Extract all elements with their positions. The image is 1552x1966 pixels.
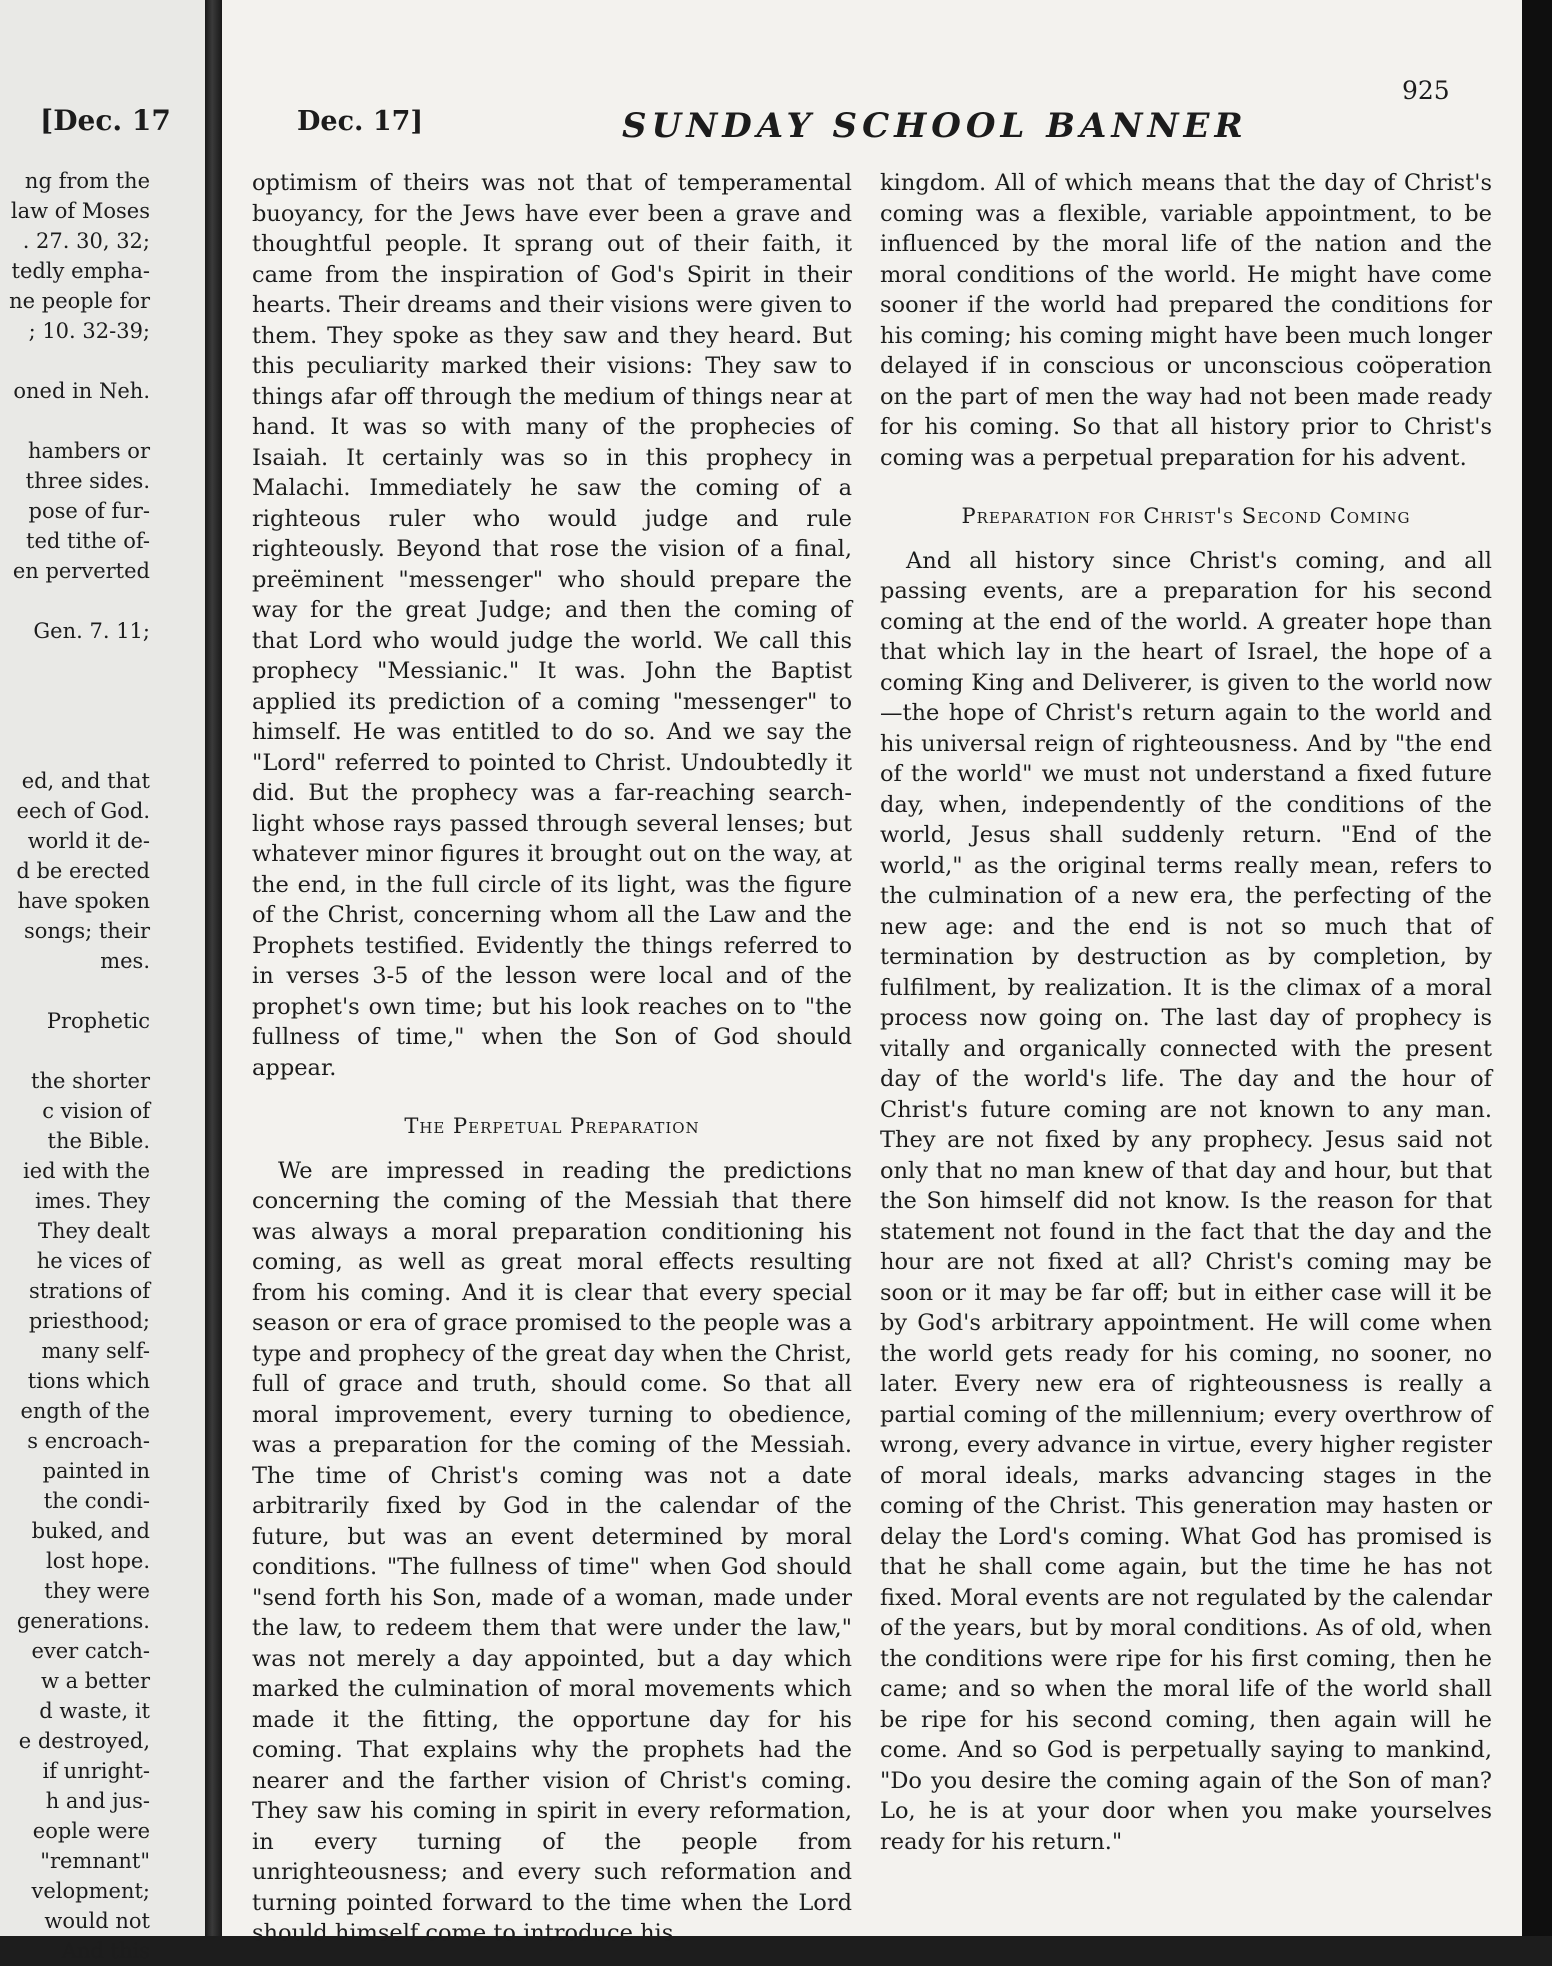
left-page-line: generations. bbox=[16, 1609, 150, 1633]
left-page-line: priesthood; bbox=[28, 1309, 150, 1333]
left-page-line: ed, and that bbox=[21, 769, 150, 793]
left-page-line: d waste, it bbox=[39, 1699, 150, 1723]
left-page-line: And this bbox=[61, 1939, 150, 1963]
left-page-line: he vices of bbox=[36, 1249, 150, 1273]
left-page-line: oned in Neh. bbox=[13, 379, 150, 403]
left-page-line: the shorter bbox=[31, 1069, 150, 1093]
left-page-line: velopment; bbox=[31, 1879, 150, 1903]
right-page bbox=[222, 0, 1522, 1946]
left-page-line: law of Moses bbox=[10, 199, 150, 223]
left-page-line: would not bbox=[44, 1909, 150, 1933]
left-page-line: eople were bbox=[32, 1819, 150, 1843]
left-page-line: painted in bbox=[42, 1459, 150, 1483]
page-title: SUNDAY SCHOOL BANNER bbox=[622, 106, 1248, 146]
section-heading: The Perpetual Preparation bbox=[404, 1114, 700, 1138]
section-heading: Preparation for Christ's Second Coming bbox=[961, 504, 1411, 528]
left-page-line: d be erected bbox=[16, 859, 150, 883]
header-date: Dec. 17] bbox=[297, 106, 424, 137]
left-page-line: if unright- bbox=[42, 1759, 150, 1783]
left-page-line: s encroach- bbox=[27, 1429, 150, 1453]
left-page-line: "remnant" bbox=[40, 1849, 150, 1873]
left-page-line: ne people for bbox=[9, 289, 150, 313]
left-page-line: three sides. bbox=[25, 469, 150, 493]
left-page-line: they were bbox=[44, 1579, 150, 1603]
left-page-line: world it de- bbox=[27, 829, 150, 853]
left-page-line: . 27. 30, 32; bbox=[22, 229, 150, 253]
left-page-line: many self- bbox=[41, 1339, 150, 1363]
left-page-lines bbox=[0, 166, 205, 1966]
left-column bbox=[252, 168, 852, 1955]
left-page-line bbox=[0, 406, 205, 436]
left-page-line bbox=[0, 976, 205, 1006]
left-page-line: ied with the bbox=[23, 1159, 150, 1183]
left-page-line: They dealt bbox=[37, 1219, 150, 1243]
left-page-line: e destroyed, bbox=[18, 1729, 150, 1753]
left-page-line: the condi- bbox=[43, 1489, 150, 1513]
left-page-line: Gen. 7. 11; bbox=[33, 619, 150, 643]
right-column bbox=[880, 168, 1492, 1863]
left-page-line: en perverted bbox=[12, 559, 150, 583]
page-number: 925 bbox=[1402, 76, 1450, 105]
left-page-line: hambers or bbox=[27, 439, 150, 463]
left-page-line: eech of God. bbox=[16, 799, 150, 823]
left-page-line: ; 10. 32-39; bbox=[28, 319, 150, 343]
paragraph: kingdom. All of which means that the day of Christ's coming was a flexible, variable appointment, to be influenced by the moral life of the nation and the moral conditions of the world. He might have come sooner if the world had prepared the conditions for his coming; his coming might have been much longer delayed if in conscious or unconscious coöperation on the part of men the way had not been made ready for his coming. So that all history prior to Christ's coming was a perpetual preparation for his advent. bbox=[880, 170, 1492, 471]
left-page-line bbox=[0, 646, 205, 676]
left-page-line bbox=[0, 706, 205, 736]
left-page-line: c vision of bbox=[42, 1099, 150, 1123]
left-page bbox=[0, 0, 205, 1963]
left-page-line: pose of fur- bbox=[28, 499, 150, 523]
left-page-line: w a better bbox=[40, 1669, 150, 1693]
left-page-line: songs; their bbox=[23, 919, 150, 943]
left-page-header: [Dec. 17 bbox=[40, 104, 171, 137]
book-edge bbox=[1522, 0, 1552, 1936]
paragraph: optimism of theirs was not that of temperamental buoyancy, for the Jews have ever been a grave and thoughtful people. It sprang out of their faith, it came from the inspiration of God's Spirit in their hearts. Their dreams and their visions were given to them. They spoke as they saw and they heard. But this peculiarity marked their visions: They saw to things afar off through the medium of things near at hand. It was so with many of the prophecies of Isaiah. It certainly was so in this prophecy in Malachi. Immediately he saw the coming of a righteous ruler who would judge and rule righteously. Beyond that rose the vision of a final, preëminent "messenger" who should prepare the way for the great Judge; and then the coming of that Lord who would judge the world. We call this prophecy "Messianic." It was. John the Baptist applied its prediction of a coming "messenger" to himself. He was entitled to do so. And we say the "Lord" referred to pointed to Christ. Undoubtedly it did. But the prophecy was a far-reaching search-light whose rays passed through several lenses; but whatever minor figures it brought out on the way, at the end, in the full circle of its light, was the figure of the Christ, concerning whom all the Law and the Prophets testified. Evidently the things referred to in verses 3-5 of the lesson were local and of the prophet's own time; but his look reaches on to "the fullness of time," when the Son of God should appear. bbox=[252, 170, 852, 1081]
paragraph: And all history since Christ's coming, and all passing events, are a preparation for his second coming at the end of the world. A greater hope than that which lay in the heart of Israel, the hope of a coming King and Deliverer, is given to the world now—the hope of Christ's return again to the world and his universal reign of righteousness. And by "the end of the world" we must not understand a fixed future day, when, independently of the conditions of the world, Jesus shall suddenly return. "End of the world," as the original terms really mean, refers to the culmination of a new era, the perfecting of the new age: and the end is not so much that of termination by destruction as by completion, by fulfilment, by realization. It is the climax of a moral process now going on. The last day of prophecy is vitally and organically connected with the present day of the world's life. The day and the hour of Christ's future coming are not known to any man. They are not fixed by any prophecy. Jesus said not only that no man knew of that day and hour, but that the Son himself did not know. Is the reason for that statement not found in the fact that the day and the hour are not fixed at all? Christ's coming may be soon or it may be far off; but in either case will it be by God's arbitrary appointment. He will come when the world gets ready for his coming, no sooner, no later. Every new era of righteousness is really a partial coming of the millennium; every overthrow of wrong, every advance in virtue, every higher register of moral ideals, marks advancing stages in the coming of the Christ. This generation may hasten or delay the Lord's coming. What God has promised is that he shall come again, but the time he has not fixed. Moral events are not regulated by the calendar of the years, but by moral conditions. As of old, when the conditions were ripe for his first coming, then he came; and so when the moral life of the world shall be ripe for his second coming, then again will he come. And so God is perpetually saying to mankind, "Do you desire the coming again of the Son of man? Lo, he is at your door when you make yourselves ready for his return." bbox=[880, 547, 1492, 1855]
page-header bbox=[222, 106, 1462, 156]
left-page-line: tions which bbox=[27, 1369, 150, 1393]
left-page-line: have spoken bbox=[17, 889, 150, 913]
left-page-line bbox=[0, 1036, 205, 1066]
left-page-line: the Bible. bbox=[47, 1129, 150, 1153]
left-page-line: mes. bbox=[100, 949, 150, 973]
left-page-line: ted tithe of- bbox=[26, 529, 150, 553]
left-page-line: Prophetic bbox=[46, 1009, 150, 1033]
left-page-line: strations of bbox=[29, 1279, 150, 1303]
left-page-line bbox=[0, 586, 205, 616]
left-page-line: buked, and bbox=[31, 1519, 150, 1543]
left-page-line: imes. They bbox=[34, 1189, 150, 1213]
left-page-line: ever catch- bbox=[31, 1639, 150, 1663]
paragraph: We are impressed in reading the predictions concerning the coming of the Messiah that there was always a moral preparation conditioning his coming, as well as great moral effects resulting from his coming. And it is clear that every special season or era of grace promised to the people was a type and prophecy of the great day when the Christ, full of grace and truth, should come. So that all moral improvement, every turning to obedience, was a preparation for the coming of the Messiah. The time of Christ's coming was not a date arbitrarily fixed by God in the calendar of the future, but was an event determined by moral conditions. "The fullness of time" when God should "send forth his Son, made of a woman, made under the law, to redeem them that were under the law," was not merely a day appointed, but a day which marked the culmination of moral movements which made it the fitting, the opportune day for his coming. That explains why the prophets had the nearer and the farther vision of Christ's coming. They saw his coming in spirit in every reformation, in every turning of the people from unrighteousness; and every such reformation and turning pointed forward to the time when the Lord should himself come to introduce his bbox=[252, 1157, 852, 1946]
left-page-line: ng from the bbox=[24, 169, 150, 193]
left-page-line: h and jus- bbox=[45, 1789, 150, 1813]
book-gutter bbox=[205, 0, 223, 1936]
left-page-line bbox=[0, 736, 205, 766]
left-page-line bbox=[0, 676, 205, 706]
left-page-line: lost hope. bbox=[46, 1549, 150, 1573]
left-page-line: ength of the bbox=[20, 1399, 150, 1423]
left-page-line bbox=[0, 346, 205, 376]
left-page-line: tedly empha- bbox=[11, 259, 150, 283]
